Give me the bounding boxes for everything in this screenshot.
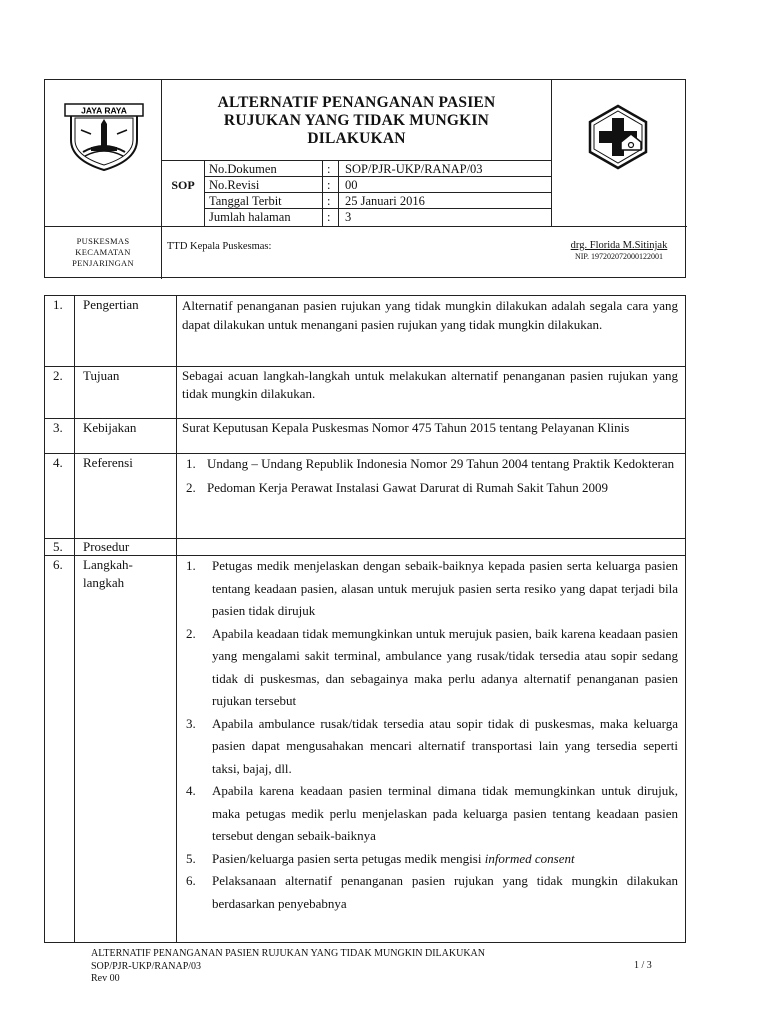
row-label-referensi: Referensi bbox=[83, 455, 133, 470]
puskesmas-logo bbox=[585, 104, 651, 170]
step-text: Pasien/keluarga pasien serta petugas medik mengisi bbox=[212, 850, 485, 866]
title-line: RUJUKAN YANG TIDAK MUNGKIN bbox=[223, 112, 490, 129]
title-line: ALTERNATIF PENANGANAN PASIEN bbox=[217, 94, 496, 111]
procedure-steps bbox=[182, 555, 678, 915]
meta-key: No.Dokumen bbox=[209, 162, 277, 176]
item-text: Undang – Undang Republik Indonesia Nomor 29 Tahun 2004 tentang Praktik Kedokteran bbox=[207, 456, 675, 471]
meta-value: 3 bbox=[345, 210, 352, 224]
row-label-prosedur: Prosedur bbox=[83, 539, 130, 554]
row-text-kebijakan: Surat Keputusan Kepala Puskesmas Nomor 475 Tahun 2015 tentang Pelayanan Klinis bbox=[182, 420, 630, 435]
divider bbox=[338, 160, 339, 226]
step-text: Apabila keadaan tidak memungkinkan untuk merujuk pasien, baik karena keadaan pasien yang mengalami sakit terminal, ambulance yang rusak/tidak tersedia atau sopir sedang tidak di puskesmas, dan sebagainya maka perlu adanya alternatif penanganan pasien rujukan tersebut bbox=[212, 625, 678, 708]
column-divider bbox=[176, 296, 177, 942]
document-title bbox=[162, 94, 551, 148]
step-number: 4. bbox=[186, 783, 196, 798]
organization-name bbox=[45, 236, 161, 269]
procedure-step bbox=[182, 713, 678, 781]
page-footer bbox=[91, 948, 485, 986]
page-number: 1 / 3 bbox=[634, 960, 652, 971]
step-text: Apabila karena keadaan pasien terminal dimana tidak memungkinkan untuk dirujuk, maka petugas medik perlu menjelaskan pada keluarga pasien tentang keadaan pasien tersebut dengan sebaik-baiknya bbox=[212, 783, 678, 843]
reference-item bbox=[182, 453, 678, 474]
divider bbox=[322, 160, 323, 226]
procedure-step bbox=[182, 780, 678, 848]
step-number: 5. bbox=[186, 850, 196, 866]
row-label-tujuan: Tujuan bbox=[83, 368, 120, 383]
footer-revision: Rev 00 bbox=[91, 973, 120, 984]
org-line: PENJARINGAN bbox=[72, 258, 134, 268]
procedure-step bbox=[182, 848, 678, 871]
meta-value: 25 Januari 2016 bbox=[345, 194, 425, 208]
reference-list bbox=[182, 453, 678, 501]
divider bbox=[551, 80, 552, 226]
meta-value: 00 bbox=[345, 178, 358, 192]
footer-title: ALTERNATIF PENANGANAN PASIEN RUJUKAN YANG TIDAK MUNGKIN DILAKUKAN bbox=[91, 948, 485, 959]
step-text: Apabila ambulance rusak/tidak tersedia atau sopir tidak di puskesmas, maka keluarga pasien dapat mengusahakan mencari alternatif transportasi lain yang tersedia seperti taksi, bajaj, dll. bbox=[212, 715, 678, 776]
meta-key: Tanggal Terbit bbox=[209, 194, 282, 208]
divider bbox=[45, 226, 687, 227]
step-number: 3. bbox=[186, 715, 196, 731]
meta-value: SOP/PJR-UKP/RANAP/03 bbox=[345, 162, 483, 176]
title-line: DILAKUKAN bbox=[307, 130, 406, 147]
row-divider bbox=[45, 538, 685, 539]
row-label-pengertian: Pengertian bbox=[83, 297, 139, 312]
row-label-langkah bbox=[83, 556, 133, 592]
sop-content-table bbox=[44, 295, 686, 943]
step-text-italic: informed consent bbox=[484, 850, 575, 866]
row-number: 3. bbox=[53, 420, 63, 435]
org-line: PUSKESMAS bbox=[76, 236, 130, 246]
row-text-tujuan: Sebagai acuan langkah-langkah untuk melakukan alternatif penanganan pasien rujukan yang tidak mungkin dilakukan. bbox=[182, 368, 678, 401]
procedure-step bbox=[182, 623, 678, 713]
org-line: KECAMATAN bbox=[75, 247, 131, 257]
jaya-raya-logo bbox=[61, 100, 147, 172]
procedure-step bbox=[182, 555, 678, 623]
row-number: 6. bbox=[53, 557, 63, 572]
signer-block bbox=[553, 240, 685, 261]
meta-colon: : bbox=[327, 178, 331, 192]
footer-doc-number: SOP/PJR-UKP/RANAP/03 bbox=[91, 960, 202, 972]
step-number: 6. bbox=[186, 873, 196, 888]
step-text: Petugas medik menjelaskan dengan sebaik-baiknya kepada pasien serta keluarga pasien tentang keadaan pasien, alasan untuk merujuk pasien serta resiko yang dapat terjadi bila pasien tidak dirujuk bbox=[212, 558, 678, 618]
item-number: 1. bbox=[186, 456, 196, 471]
meta-key: No.Revisi bbox=[209, 178, 260, 192]
signer-name: drg. Florida M.Sitinjak bbox=[570, 240, 668, 251]
row-text-pengertian: Alternatif penanganan pasien rujukan yang tidak mungkin dilakukan adalah segala cara yang dapat dilakukan untuk menangani pasien rujukan yang tidak mungkin dilakukan. bbox=[182, 298, 678, 332]
row-label-kebijakan: Kebijakan bbox=[83, 420, 137, 435]
meta-colon: : bbox=[327, 210, 331, 224]
signer-nip: NIP. 197202072000122001 bbox=[574, 252, 663, 261]
item-number: 2. bbox=[186, 480, 196, 495]
step-number: 2. bbox=[186, 625, 196, 641]
step-number: 1. bbox=[186, 558, 196, 573]
row-number: 5. bbox=[53, 539, 63, 554]
label-line: Langkah- bbox=[83, 557, 133, 572]
logo-text: JAYA RAYA bbox=[81, 105, 127, 116]
row-number: 1. bbox=[53, 297, 63, 312]
meta-colon: : bbox=[327, 162, 331, 176]
step-text: Pelaksanaan alternatif penanganan pasien rujukan yang tidak mungkin dilakukan berdasarkan penyebabnya bbox=[212, 873, 678, 911]
row-number: 2. bbox=[53, 368, 63, 383]
sop-header-block bbox=[44, 79, 686, 278]
signature-label: TTD Kepala Puskesmas: bbox=[167, 241, 272, 252]
meta-colon: : bbox=[327, 194, 331, 208]
row-number: 4. bbox=[53, 455, 63, 470]
label-line: langkah bbox=[83, 575, 125, 590]
column-divider bbox=[74, 296, 75, 942]
reference-item bbox=[182, 477, 678, 498]
procedure-step bbox=[182, 870, 678, 915]
meta-key: Jumlah halaman bbox=[209, 210, 291, 224]
item-text: Pedoman Kerja Perawat Instalasi Gawat Darurat di Rumah Sakit Tahun 2009 bbox=[207, 480, 609, 495]
sop-label: SOP bbox=[171, 178, 195, 192]
divider bbox=[204, 160, 205, 226]
